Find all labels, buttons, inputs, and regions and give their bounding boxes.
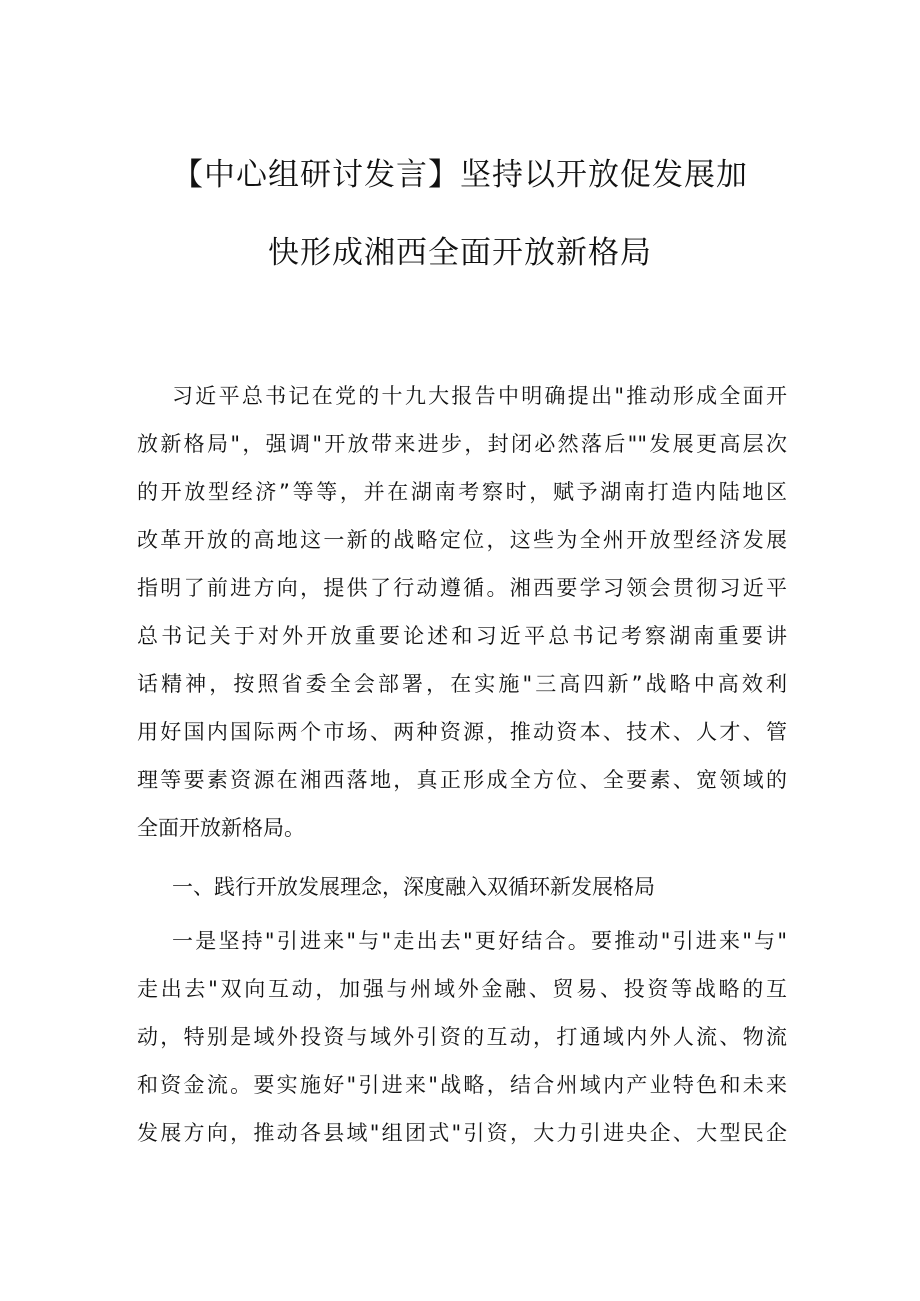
paragraph-line: 的开放型经济”等等，并在湖南考察时，赋予湖南打造内陆地区 — [137, 480, 787, 504]
paragraph-line: 总书记关于对外开放重要论述和习近平总书记考察湖南重要讲 — [137, 624, 787, 648]
paragraph-line: 一是坚持"引进来"与"走出去"更好结合。要推动"引进来"与" — [172, 929, 787, 953]
paragraph-line: 放新格局"，强调"开放带来进步，封闭必然落后""发展更高层次 — [137, 432, 787, 456]
paragraph-line: 走出去"双向互动，加强与州域外金融、贸易、投资等战略的互 — [137, 977, 787, 1001]
paragraph-line: 理等要素资源在湘西落地，真正形成全方位、全要素、宽领域的 — [137, 768, 787, 792]
paragraph-line: 改革开放的高地这一新的战略定位，这些为全州开放型经济发展 — [137, 528, 787, 552]
paragraph-line: 指明了前进方向，提供了行动遵循。湘西要学习领会贯彻习近平 — [137, 576, 787, 600]
paragraph-line: 发展方向，推动各县域"组团式"引资，大力引进央企、大型民企 — [137, 1121, 787, 1145]
section-heading-text: 一、践行开放发展理念，深度融入双循环新发展格局 — [172, 875, 655, 899]
paragraph-line: 话精神，按照省委全会部署，在实施"三高四新”战略中高效利 — [137, 672, 787, 696]
paragraph-2 — [137, 917, 787, 1157]
paragraph-line: 用好国内国际两个市场、两种资源，推动资本、技术、人才、管 — [137, 720, 787, 744]
document-title-line-2: 快形成湘西全面开放新格局 — [268, 235, 652, 271]
section-heading-1 — [137, 863, 787, 911]
document-title-line-1: 【中心组研讨发言】坚持以开放促发展加 — [172, 157, 748, 193]
paragraph-line: 动，特别是域外投资与域外引资的互动，打通域内外人流、物流 — [137, 1025, 787, 1049]
paragraph-line: 习近平总书记在党的十九大报告中明确提出"推动形成全面开 — [172, 384, 787, 408]
paragraph-line: 全面开放新格局。 — [137, 816, 305, 840]
paragraph-line: 和资金流。要实施好"引进来"战略，结合州域内产业特色和未来 — [137, 1073, 787, 1097]
paragraph-1 — [137, 372, 787, 852]
